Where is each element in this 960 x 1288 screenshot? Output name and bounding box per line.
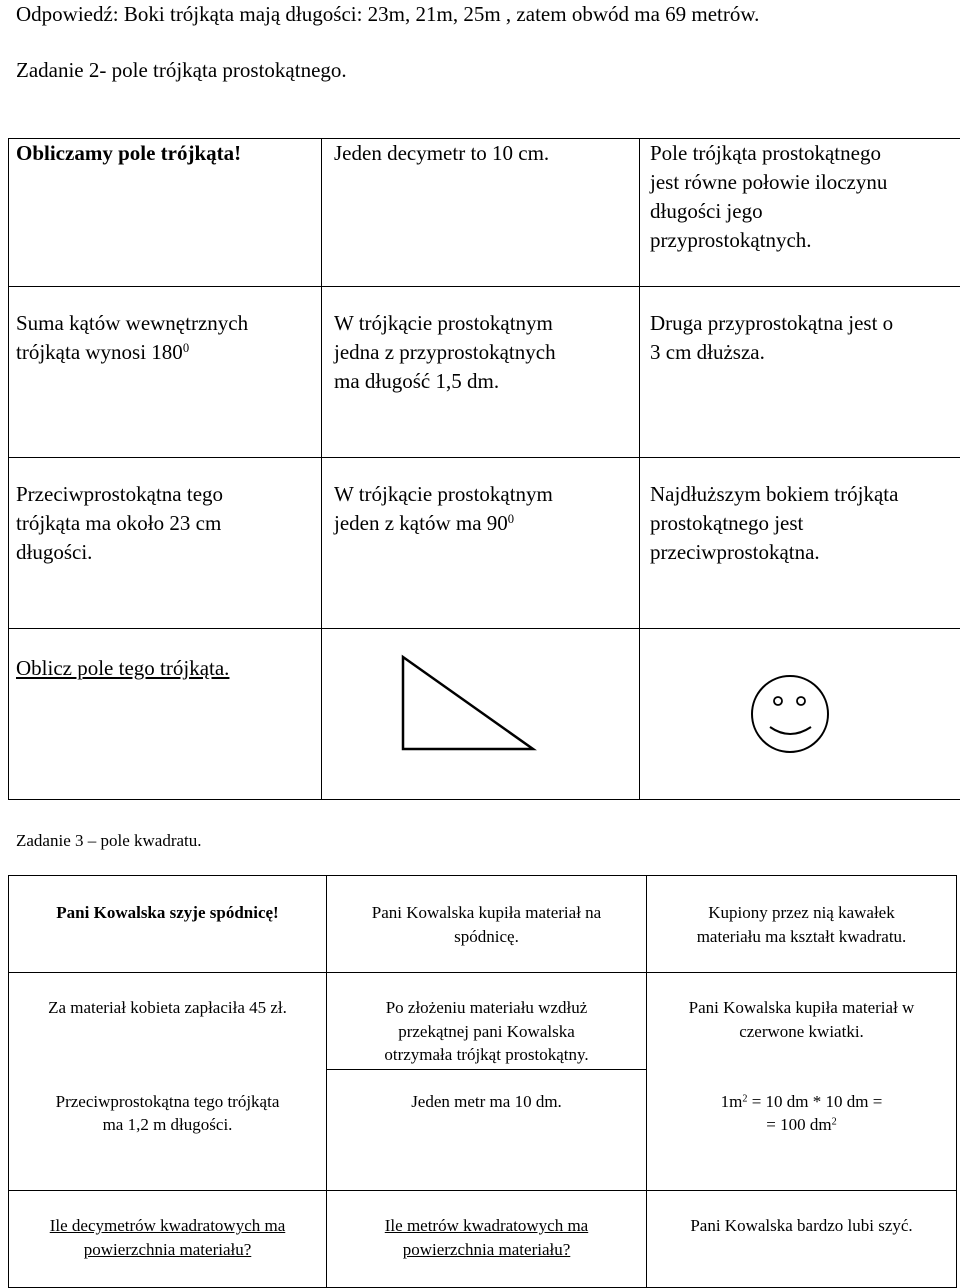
right-triangle-icon [334, 629, 652, 797]
task3-cell-1-1 [9, 876, 327, 973]
task3-cell-3-3 [647, 1070, 957, 1191]
task2-cell-3-1 [9, 458, 322, 629]
task2-cell-1-1 [9, 139, 322, 287]
cell-line: Pole trójkąta prostokątnego [650, 139, 960, 168]
cell-line: czerwone kwiatki. [647, 1020, 956, 1044]
task2-cell-2-1 [9, 287, 322, 458]
task3-title: Zadanie 3 – pole kwadratu. [16, 829, 202, 852]
cell-line: spódnicę. [327, 925, 646, 949]
cell-line: Po złożeniu materiału wzdłuż [327, 996, 646, 1020]
cell-line: 3 cm dłuższa. [650, 338, 960, 367]
task2-cell-1-3 [640, 139, 960, 287]
task2-cell-1-2 [322, 139, 640, 287]
calc-area-question: Oblicz pole tego trójkąta. [16, 656, 229, 680]
cell-line: Przeciwprostokątna tego trójkąta [9, 1090, 326, 1114]
cell-line: jedna z przyprostokątnych [334, 338, 639, 367]
task2-row-2 [9, 287, 960, 458]
cell-line: Pani Kowalska kupiła materiał na [327, 901, 646, 925]
cell-line: Suma kątów wewnętrznych [16, 309, 321, 338]
cell-line: przyprostokątnych. [650, 226, 960, 255]
cell-line: ma 1,2 m długości. [9, 1113, 326, 1137]
cell-line: powierzchnia materiału? [327, 1238, 646, 1262]
task2-cell-3-3 [640, 458, 960, 629]
cell-line: trójkąta wynosi 180 [16, 340, 183, 364]
task3-cell-3-1 [9, 1070, 327, 1191]
task2-row-3 [9, 458, 960, 629]
task2-row-1 [9, 139, 960, 287]
task3-cell-2-3 [647, 973, 957, 1070]
cell-line: Ile decymetrów kwadratowych ma [9, 1214, 326, 1238]
task2-row-4 [9, 629, 960, 800]
task3-cell-4-2 [327, 1191, 647, 1288]
task3-row-3 [9, 1070, 957, 1191]
cell-line: Pani Kowalska kupiła materiał w [647, 996, 956, 1020]
task3-row-4 [9, 1191, 957, 1288]
cell-line: W trójkącie prostokątnym [334, 309, 639, 338]
cell-line: jeden z kątów ma 90 [334, 511, 508, 535]
task3-cell-2-1 [9, 973, 327, 1070]
task3-cell-3-2 [327, 1070, 647, 1191]
cell-line: prostokątnego jest [650, 509, 960, 538]
cell-line: długości jego [650, 197, 960, 226]
meter-info: Jeden metr ma 10 dm. [411, 1092, 562, 1111]
task2-cell-3-2 [322, 458, 640, 629]
task3-cell-1-3 [647, 876, 957, 973]
task3-row-2 [9, 973, 957, 1070]
cell-line: przekątnej pani Kowalska [327, 1020, 646, 1044]
smiley-face-icon [650, 629, 960, 797]
answer-line: Odpowiedź: Boki trójkąta mają długości: 23m, 21m, 25m , zatem obwód ma 69 metrów. [16, 0, 759, 29]
formula-line-2: = 100 $dm^2$ [647, 1113, 956, 1137]
task2-cell-2-3 [640, 287, 960, 458]
sewing-love: Pani Kowalska bardzo lubi szyć. [690, 1216, 912, 1235]
cell-line: materiału ma kształt kwadratu. [647, 925, 956, 949]
cell-line: Przeciwprostokątna tego [16, 480, 321, 509]
decimeter-info: Jeden decymetr to 10 cm. [334, 141, 549, 165]
task3-table [8, 875, 957, 1288]
task3-cell-2-2 [327, 973, 647, 1070]
cell-line: jest równe połowie iloczynu [650, 168, 960, 197]
cell-line: trójkąta ma około 23 cm [16, 509, 321, 538]
cell-line: W trójkącie prostokątnym [334, 480, 639, 509]
task2-table [8, 138, 960, 800]
task3-cell-4-1 [9, 1191, 327, 1288]
task2-title: Zadanie 2- pole trójkąta prostokątnego. [16, 56, 347, 85]
task2-cell-4-1 [9, 629, 322, 800]
task2-cell-4-3 [640, 629, 960, 800]
task3-cell-1-2 [327, 876, 647, 973]
superscript: 0 [183, 341, 189, 355]
formula-line-1: $1m^2 = 10$ dm * 10 dm = [647, 1090, 956, 1114]
task2-cell-4-2 [322, 629, 640, 800]
cell-line: otrzymała trójkąt prostokątny. [327, 1043, 646, 1067]
cell-line: ma długość 1,5 dm. [334, 367, 639, 396]
task3-cell-4-3 [647, 1191, 957, 1288]
cell-line: Ile metrów kwadratowych ma [327, 1214, 646, 1238]
cell-line: długości. [16, 538, 321, 567]
cell-line: powierzchnia materiału? [9, 1238, 326, 1262]
superscript: 0 [508, 512, 514, 526]
task2-cell-2-2 [322, 287, 640, 458]
sewing-heading: Pani Kowalska szyje spódnicę! [56, 903, 278, 922]
calc-area-heading: Obliczamy pole trójkąta! [16, 141, 241, 165]
payment-info: Za materiał kobieta zapłaciła 45 zł. [48, 998, 287, 1017]
cell-line: Najdłuższym bokiem trójkąta [650, 480, 960, 509]
cell-line: przeciwprostokątna. [650, 538, 960, 567]
cell-line: Kupiony przez nią kawałek [647, 901, 956, 925]
task3-row-1 [9, 876, 957, 973]
cell-line: Druga przyprostokątna jest o [650, 309, 960, 338]
